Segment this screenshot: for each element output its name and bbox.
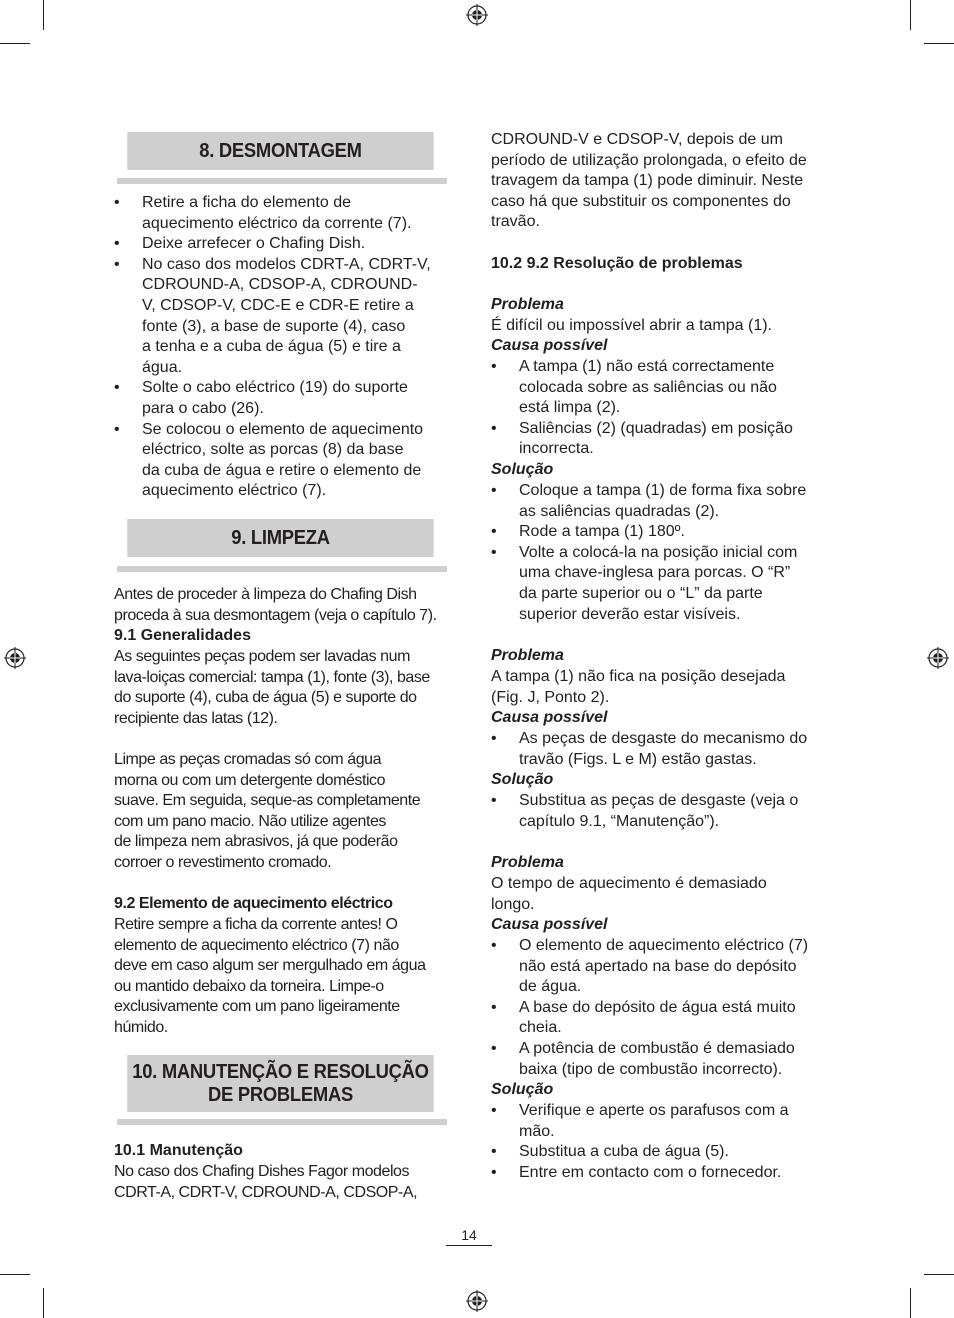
list-item-line: Substitua as peças de desgaste (veja o	[519, 792, 799, 809]
section-heading-manutencao	[127, 1055, 433, 1112]
text-line: Retire sempre a ficha da corrente antes! O	[114, 916, 398, 933]
problem-1-text	[491, 316, 772, 337]
text-line: corroer o revestimento cromado.	[114, 853, 332, 871]
bullet-icon: •	[114, 194, 120, 211]
text-line: O tempo de aquecimento é demasiado	[491, 875, 767, 892]
list-item-line: aquecimento eléctrico da corrente (7).	[142, 214, 412, 232]
text-line: deve em caso algum ser mergulhado em água	[114, 957, 426, 975]
subheading-heating-element: 9.2 Elemento de aquecimento eléctrico	[114, 895, 393, 912]
list-item-line: Deixe arrefecer o Chafing Dish.	[142, 235, 366, 253]
list-item-line: travão (Figs. L e M) estão gastas.	[519, 750, 757, 768]
registration-mark-icon	[4, 647, 26, 669]
bullet-icon: •	[491, 1102, 497, 1119]
list-item-line: Entre em contacto com o fornecedor.	[519, 1163, 782, 1181]
list-item-line: mão.	[519, 1122, 555, 1140]
cause-label: Causa possível	[491, 337, 608, 354]
text-line: travagem da tampa (1) pode diminuir. Neste	[491, 172, 804, 190]
generalidades-text	[114, 647, 430, 729]
list-item-line: não está apertado na base do depósito	[519, 957, 797, 975]
text-line: de limpeza nem abrasivos, já que poderão	[114, 833, 398, 851]
list-item	[491, 791, 798, 832]
crop-mark	[924, 43, 954, 44]
list-item	[491, 1101, 789, 1142]
list-item-line: uma chave-inglesa para porcas. O “R”	[519, 564, 791, 582]
list-item-line: Se colocou o elemento de aquecimento	[142, 420, 424, 438]
crop-mark	[910, 1288, 911, 1318]
text-line: recipiente das latas (12).	[114, 709, 278, 727]
list-item	[114, 234, 431, 255]
list-item-line: Verifique e aperte os parafusos com a	[519, 1102, 789, 1119]
list-item-line: da cuba de água e retire o elemento de	[142, 461, 422, 479]
page-number-rule	[446, 1245, 492, 1246]
text-line: No caso dos Chafing Dishes Fagor modelos	[114, 1163, 410, 1180]
text-line: É difícil ou impossível abrir a tampa (1).	[491, 317, 772, 334]
solution-label: Solução	[491, 771, 554, 788]
text-line: exclusivamente com um pano ligeiramente	[114, 998, 400, 1016]
list-item-line: A potência de combustão é demasiado	[519, 1039, 795, 1057]
heating-element-text	[114, 915, 426, 1039]
list-item-line: baixa (tipo de combustão incorrecto).	[519, 1060, 783, 1078]
cause-label: Causa possível	[491, 709, 608, 726]
list-item-line: colocada sobre as saliências ou não	[519, 378, 777, 396]
heading-text-line: DE PROBLEMAS	[208, 1084, 353, 1106]
bullet-icon: •	[491, 1163, 497, 1181]
bullet-icon: •	[114, 420, 120, 438]
cause-label: Causa possível	[491, 916, 608, 933]
heading-underline	[117, 1119, 447, 1125]
text-line: (Fig. J, Ponto 2).	[491, 688, 610, 706]
bullet-icon: •	[491, 1143, 497, 1161]
heading-underline	[117, 566, 447, 572]
list-item	[114, 255, 431, 379]
list-item-line: CDROUND-A, CDSOP-A, CDROUND-	[142, 276, 418, 294]
text-line: caso há que substituir os componentes do	[491, 192, 791, 210]
list-item-line: A tampa (1) não está correctamente	[519, 358, 775, 375]
bullet-icon: •	[491, 523, 497, 541]
disassembly-steps-list	[114, 193, 431, 502]
list-item-line: está limpa (2).	[519, 399, 621, 417]
bullet-icon: •	[491, 998, 497, 1016]
cleaning-intro	[114, 585, 437, 626]
list-item-line: Coloque a tampa (1) de forma fixa sobre	[519, 482, 807, 499]
list-item-line: de água.	[519, 978, 582, 996]
bullet-icon: •	[491, 937, 497, 954]
maintenance-text	[114, 1162, 417, 1203]
list-item	[114, 420, 431, 502]
list-item-line: Substitua a cuba de água (5).	[519, 1143, 729, 1161]
registration-mark-icon	[466, 4, 488, 26]
text-line: Limpe as peças cromadas só com água	[114, 751, 382, 768]
list-item	[491, 481, 806, 522]
text-line: A tampa (1) não fica na posição desejada	[491, 668, 786, 685]
list-item-line: A base do depósito de água está muito	[519, 998, 796, 1016]
list-item-line: as saliências quadradas (2).	[519, 502, 720, 520]
list-item-line: aquecimento eléctrico (7).	[142, 482, 327, 500]
solution-label: Solução	[491, 1081, 554, 1098]
problem-1-solutions	[491, 481, 806, 625]
list-item-line: capítulo 9.1, “Manutenção”).	[519, 812, 720, 830]
list-item-line: da parte superior ou o “L” da parte	[519, 584, 763, 602]
crop-mark	[43, 1288, 44, 1318]
text-line: elemento de aquecimento eléctrico (7) não	[114, 936, 399, 954]
list-item	[491, 543, 806, 625]
text-line: lava-loiças comercial: tampa (1), fonte (3), base	[114, 668, 430, 686]
list-item-line: Volte a colocá-la na posição inicial com	[519, 543, 798, 561]
list-item-line: água.	[142, 358, 183, 376]
list-item-line: a tenha e a cuba de água (5) e tire a	[142, 338, 401, 356]
list-item-line: Rode a tampa (1) 180º.	[519, 523, 685, 541]
problem-label: Problema	[491, 296, 564, 313]
text-line: húmido.	[114, 1018, 168, 1036]
section-heading-desmontagem	[127, 132, 433, 170]
list-item-line: Retire a ficha do elemento de	[142, 194, 352, 211]
list-item	[491, 998, 808, 1039]
text-line: com um pano macio. Não utilize agentes	[114, 812, 386, 830]
list-item	[491, 1039, 808, 1080]
list-item-line: eléctrico, solte as porcas (8) da base	[142, 441, 404, 459]
maintenance-text-continued	[491, 130, 807, 233]
heading-text: 8. DESMONTAGEM	[199, 140, 362, 162]
problem-2-text	[491, 667, 785, 708]
problem-2-solutions	[491, 791, 798, 832]
list-item-line: As peças de desgaste do mecanismo do	[519, 730, 808, 747]
chrome-cleaning-text	[114, 750, 420, 874]
subheading-generalidades: 9.1 Generalidades	[114, 627, 251, 644]
text-line: CDRT-A, CDRT-V, CDROUND-A, CDSOP-A,	[114, 1183, 418, 1201]
problem-1-causes	[491, 357, 793, 460]
heading-text-line: 10. MANUTENÇÃO E RESOLUÇÃO	[132, 1061, 429, 1083]
list-item	[114, 193, 431, 234]
text-line: proceda à sua desmontagem (veja o capítulo 7).	[114, 606, 437, 624]
list-item	[491, 1163, 789, 1184]
registration-mark-icon	[927, 647, 949, 669]
crop-mark	[910, 0, 911, 30]
problem-3-solutions	[491, 1101, 789, 1183]
list-item	[491, 419, 793, 460]
list-item-line: O elemento de aquecimento eléctrico (7)	[519, 937, 809, 954]
text-line: período de utilização prolongada, o efeito de	[491, 151, 807, 169]
list-item	[114, 378, 431, 419]
crop-mark	[43, 0, 44, 30]
bullet-icon: •	[491, 1039, 497, 1057]
registration-mark-icon	[466, 1290, 488, 1312]
text-line: CDROUND-V e CDSOP-V, depois de um	[491, 131, 783, 148]
text-line: travão.	[491, 213, 540, 231]
list-item-line: incorrecta.	[519, 440, 594, 458]
text-line: As seguintes peças podem ser lavadas num	[114, 648, 410, 665]
problem-3-text	[491, 874, 767, 915]
crop-mark	[0, 43, 30, 44]
page-number: 14	[461, 1227, 477, 1243]
problem-2-causes	[491, 729, 807, 770]
list-item-line: fonte (3), a base de suporte (4), caso	[142, 317, 406, 335]
list-item	[491, 1142, 789, 1163]
bullet-icon: •	[491, 482, 497, 499]
list-item-line: para o cabo (26).	[142, 399, 264, 417]
list-item-line: V, CDSOP-V, CDC-E e CDR-E retire a	[142, 296, 414, 314]
list-item-line: Solte o cabo eléctrico (19) do suporte	[142, 379, 408, 397]
heading-text: 9. LIMPEZA	[231, 527, 330, 549]
crop-mark	[0, 1274, 30, 1275]
list-item	[491, 729, 807, 770]
bullet-icon: •	[491, 358, 497, 375]
problem-label: Problema	[491, 854, 564, 871]
subheading-manutencao: 10.1 Manutenção	[114, 1142, 243, 1159]
bullet-icon: •	[491, 543, 497, 561]
bullet-icon: •	[114, 379, 120, 397]
text-line: suave. Em seguida, seque-as completamente	[114, 792, 421, 810]
crop-mark	[924, 1274, 954, 1275]
section-heading-limpeza	[127, 519, 433, 557]
bullet-icon: •	[114, 235, 120, 253]
text-line: Antes de proceder à limpeza do Chafing Dish	[114, 586, 417, 603]
list-item-line: cheia.	[519, 1019, 562, 1037]
list-item	[491, 936, 808, 998]
list-item-line: Saliências (2) (quadradas) em posição	[519, 419, 793, 437]
bullet-icon: •	[491, 792, 497, 809]
bullet-icon: •	[491, 730, 497, 747]
solution-label: Solução	[491, 461, 554, 478]
heading-underline	[117, 178, 447, 184]
list-item	[491, 522, 806, 543]
bullet-icon: •	[491, 419, 497, 437]
list-item	[491, 357, 793, 419]
list-item-line: No caso dos modelos CDRT-A, CDRT-V,	[142, 255, 431, 273]
problem-label: Problema	[491, 647, 564, 664]
subheading-troubleshooting: 10.2 9.2 Resolução de problemas	[491, 255, 743, 272]
list-item-line: superior deverão estar visíveis.	[519, 605, 741, 623]
text-line: longo.	[491, 895, 535, 913]
problem-3-causes	[491, 936, 808, 1080]
text-line: ou mantido debaixo da torneira. Limpe-o	[114, 977, 384, 995]
bullet-icon: •	[114, 255, 120, 273]
text-line: do suporte (4), cuba de água (5) e suporte do	[114, 689, 417, 707]
text-line: morna ou com um detergente doméstico	[114, 771, 386, 789]
